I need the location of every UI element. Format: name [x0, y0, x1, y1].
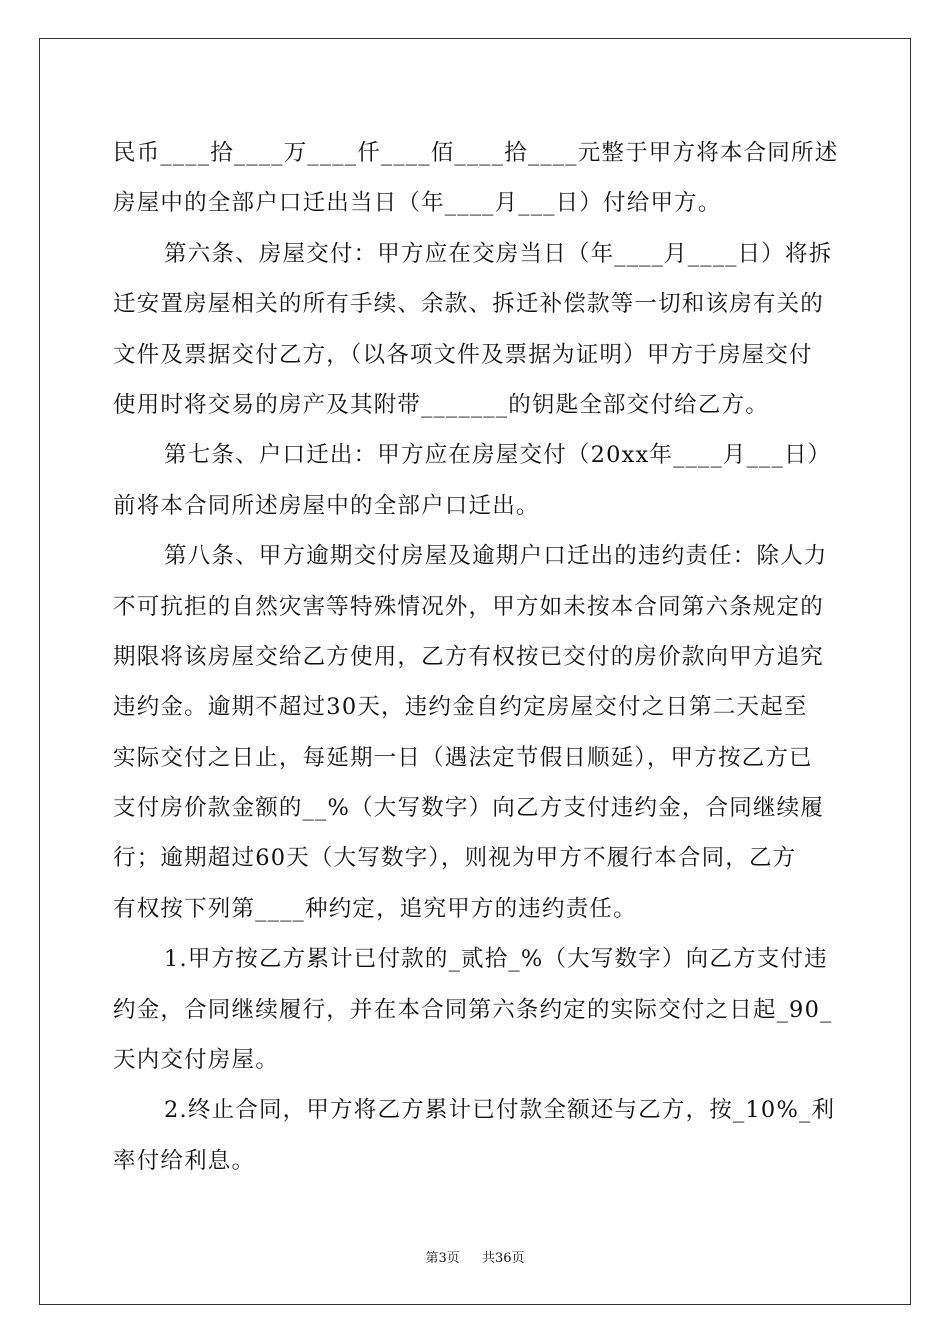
text-line: 前将本合同所述房屋中的全部户口迁出。: [113, 492, 540, 519]
text-line: 民币____拾____万____仟____佰____拾____元整于甲方将本合同所述: [113, 140, 839, 166]
paragraph-line: 第七条、户口迁出：甲方应在房屋交付（20xx年____月___日）: [164, 442, 832, 469]
text-line: 有权按下列第____种约定，追究甲方的违约责任。: [113, 895, 637, 922]
paragraph-line: 第六条、房屋交付：甲方应在交房当日（年____月____日）将拆: [164, 240, 833, 267]
text-line: 违约金。逾期不超过30天，违约金自约定房屋交付之日第二天起至: [113, 694, 808, 721]
page-number: 第3页: [425, 1251, 460, 1266]
text-line: 支付房价款金额的__%（大写数字）向乙方支付违约金，合同继续履: [113, 795, 825, 822]
paragraph-line: 2.终止合同，甲方将乙方累计已付款全额还与乙方，按_10%_利: [164, 1097, 836, 1124]
text-line: 天内交付房屋。: [113, 1047, 279, 1074]
text-line: 率付给利息。: [113, 1147, 256, 1174]
text-line: 迁安置房屋相关的所有手续、余款、拆迁补偿款等一切和该房有关的: [113, 291, 825, 318]
text-line: 不可抗拒的自然灾害等特殊情况外，甲方如未按本合同第六条规定的: [113, 593, 825, 620]
text-line: 期限将该房屋交给乙方使用，乙方有权按已交付的房价款向甲方追究: [113, 643, 825, 670]
text-line: 约金，合同继续履行，并在本合同第六条约定的实际交付之日起_90_: [113, 996, 833, 1023]
paragraph-line: 第八条、甲方逾期交付房屋及逾期户口迁出的违约责任：除人力: [164, 543, 828, 570]
text-line: 行；逾期超过60天（大写数字），则视为甲方不履行本合同，乙方: [113, 845, 797, 872]
total-pages: 共36页: [482, 1251, 525, 1266]
document-body: [113, 128, 843, 1186]
text-line: 房屋中的全部户口迁出当日（年____月___日）付给甲方。: [113, 190, 722, 217]
text-line: 文件及票据交付乙方，（以各项文件及票据为证明）甲方于房屋交付: [113, 341, 813, 368]
text-line: 使用时将交易的房产及其附带_______的钥匙全部交付给乙方。: [113, 391, 769, 418]
text-line: 实际交付之日止，每延期一日（遇法定节假日顺延），甲方按乙方已: [113, 744, 813, 771]
paragraph-line: 1.甲方按乙方累计已付款的_贰拾_%（大写数字）向乙方支付违: [164, 946, 828, 973]
page-footer: [0, 1247, 950, 1266]
